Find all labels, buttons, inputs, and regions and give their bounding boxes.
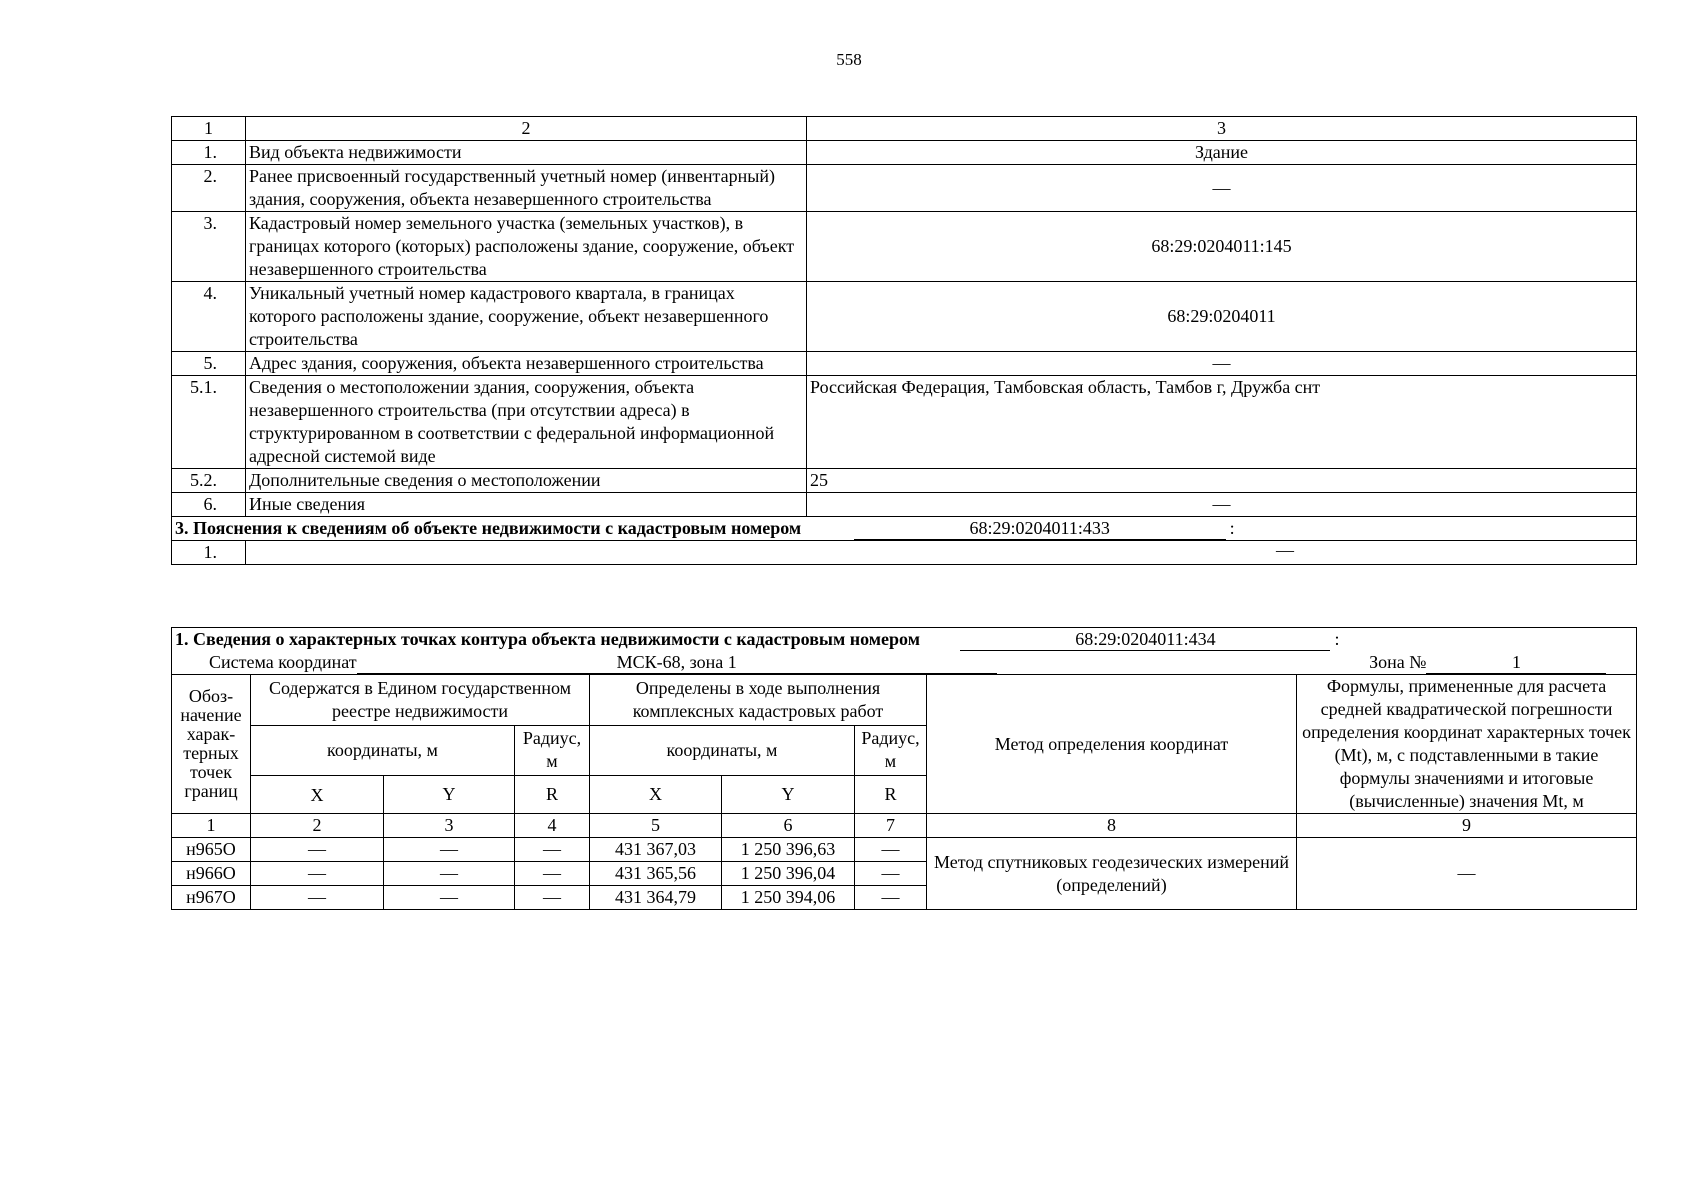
row-value: Российская Федерация, Тамбовская область, Тамбов г, Дружба снт [807,376,1637,469]
egrn-x: — [251,838,384,862]
object-info-table [171,116,1637,565]
egrn-x-header: X [251,776,384,814]
section3-row [172,541,1637,565]
row-label: Уникальный учетный номер кадастрового квартала, в границах которого расположены здание, сооружение, объект незавершенного строительства [246,282,807,352]
table-row [172,838,1637,862]
row-label: Вид объекта недвижимости [246,141,807,165]
col-number: 6 [722,814,855,838]
col-formulas-header: Формулы, примененные для расчета средней квадратической погрешности определения координат характерных точек (Mt), м, с подставленными в такие формулы значениями и итоговые (вычисленные) значения Mt, м [1297,675,1637,814]
section3-title-row [172,517,1637,541]
row-value: Здание [807,141,1637,165]
col-header-2: 2 [246,117,807,141]
row-number: 6. [172,493,246,517]
row-number: 3. [172,212,246,282]
works-coords-header: координаты, м [590,725,855,776]
egrn-y-header: Y [384,776,515,814]
egrn-x: — [251,862,384,886]
col-header-1: 1 [172,117,246,141]
table-row [172,376,1637,469]
col-number: 8 [927,814,1297,838]
egrn-r: — [515,838,590,862]
row-number: 2. [172,165,246,212]
row-label: Ранее присвоенный государственный учетный номер (инвентарный) здания, сооружения, объекта незавершенного строительства [246,165,807,212]
col-number: 7 [855,814,927,838]
points-section-title-row [172,628,1637,652]
row-value: — [807,352,1637,376]
row-label: Иные сведения [246,493,807,517]
egrn-y: — [384,862,515,886]
col-number: 1 [172,814,251,838]
egrn-x: — [251,886,384,910]
point-x: 431 367,03 [590,838,722,862]
points-colon: : [1334,629,1340,649]
col-number: 2 [251,814,384,838]
row-value: 25 [807,469,1637,493]
section3-row-value-cell [246,541,1637,565]
egrn-y: — [384,886,515,910]
points-section-title-cell [172,628,1637,652]
coord-system-label: Система координат [209,652,357,672]
point-r: — [855,838,927,862]
row-number: 1. [172,141,246,165]
point-id: н965О [172,838,251,862]
points-section-title: 1. Сведения о характерных точках контура объекта недвижимости с кадастровым номером [175,629,920,649]
table-row [172,141,1637,165]
characteristic-points-table [171,627,1637,910]
point-r: — [855,886,927,910]
col-number: 9 [1297,814,1637,838]
col-number: 4 [515,814,590,838]
row-label: Сведения о местоположении здания, сооружения, объекта незавершенного строительства (при отсутствии адреса) в структурированном в соответствии с федеральной информационной адресной системой виде [246,376,807,469]
table-row [172,212,1637,282]
row-number: 5.2. [172,469,246,493]
works-y-header: Y [722,776,855,814]
point-id: н967О [172,886,251,910]
point-x: 431 365,56 [590,862,722,886]
egrn-r-header: R [515,776,590,814]
table-row [172,352,1637,376]
col-method-header: Метод определения координат [927,675,1297,814]
point-id: н966О [172,862,251,886]
zone-label: Зона № [1369,652,1427,672]
coord-system-cell [172,651,1637,675]
col-header-3: 3 [807,117,1637,141]
page-number: 558 [836,50,862,69]
formula-value: — [1297,838,1637,910]
column-numbers-row [172,814,1637,838]
row-number: 5.1. [172,376,246,469]
col-number: 3 [384,814,515,838]
coord-system-row [172,651,1637,675]
row-label: Адрес здания, сооружения, объекта незавершенного строительства [246,352,807,376]
points-cadastral-number: 68:29:0204011:434 [960,628,1330,651]
point-r: — [855,862,927,886]
points-header-row-1 [172,675,1637,726]
row-number: 4. [172,282,246,352]
table-row [172,165,1637,212]
section3-colon: : [1229,518,1235,538]
coord-system-value: МСК-68, зона 1 [357,651,997,674]
row-value: — [807,493,1637,517]
row-number: 5. [172,352,246,376]
row-number: 1. [172,541,246,565]
section3-title: 3. Пояснения к сведениям об объекте недвижимости с кадастровым номером [175,518,802,538]
row-value: 68:29:0204011:145 [807,212,1637,282]
row-value: 68:29:0204011 [807,282,1637,352]
egrn-r: — [515,862,590,886]
table-row [172,282,1637,352]
point-x: 431 364,79 [590,886,722,910]
egrn-coords-header: координаты, м [251,725,515,776]
works-radius-header: Радиус, м [855,725,927,776]
table-row [172,493,1637,517]
table-row [172,469,1637,493]
method-value: Метод спутниковых геодезических измерений (определений) [927,838,1297,910]
works-r-header: R [855,776,927,814]
col-egrn-header: Содержатся в Едином государственном реестре недвижимости [251,675,590,726]
row-label: Кадастровый номер земельного участка (земельных участков), в границах которого (которых) расположены здание, сооружение, объект незавершенного строительства [246,212,807,282]
zone-value: 1 [1426,651,1606,674]
col-works-header: Определены в ходе выполнения комплексных кадастровых работ [590,675,927,726]
col-designation-header: Обоз-начение харак-терных точек границ [172,675,251,814]
section3-row-value: — [1276,540,1294,560]
works-x-header: X [590,776,722,814]
row-value: — [807,165,1637,212]
point-y: 1 250 394,06 [722,886,855,910]
col-number: 5 [590,814,722,838]
egrn-y: — [384,838,515,862]
section3-cadastral-number: 68:29:0204011:433 [854,517,1226,540]
section3-title-cell [172,517,1637,541]
header-row [172,117,1637,141]
point-y: 1 250 396,63 [722,838,855,862]
egrn-r: — [515,886,590,910]
point-y: 1 250 396,04 [722,862,855,886]
row-label: Дополнительные сведения о местоположении [246,469,807,493]
egrn-radius-header: Радиус, м [515,725,590,776]
